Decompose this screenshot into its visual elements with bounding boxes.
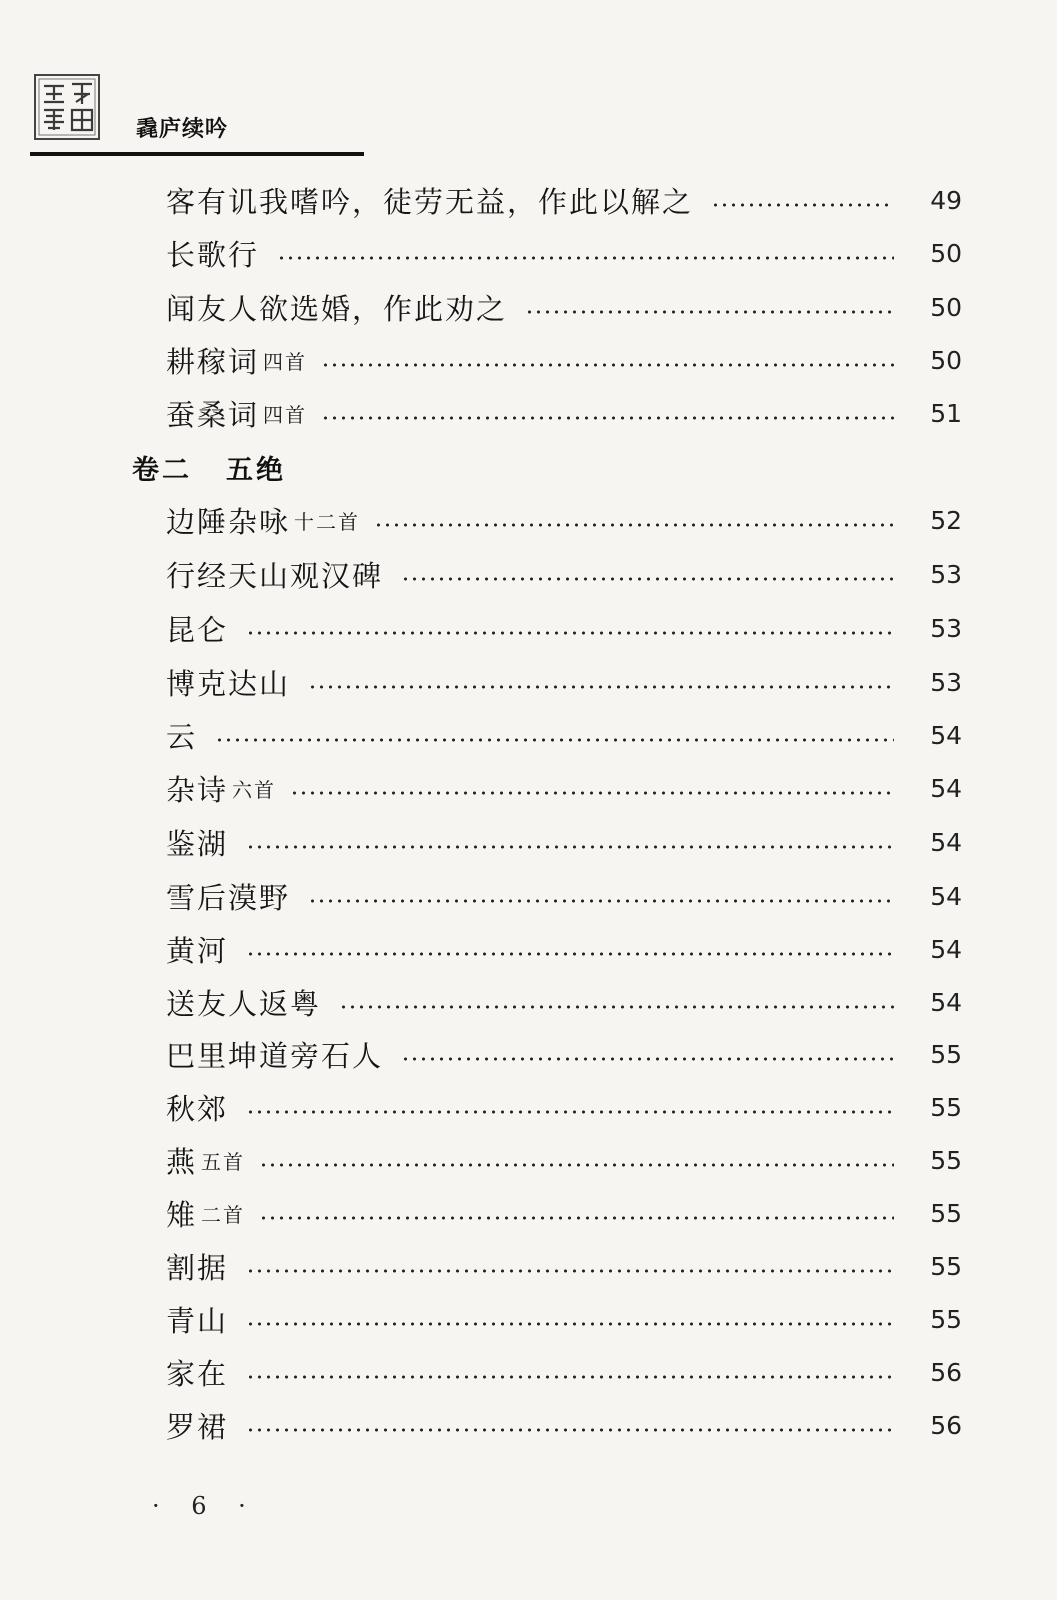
dot-leader	[246, 1269, 894, 1273]
dot-leader	[246, 845, 894, 849]
toc-entry[interactable]	[166, 1246, 962, 1286]
dot-leader	[308, 685, 894, 689]
toc-entry-page: 54	[930, 934, 962, 964]
toc-entry-title: 罗裙	[166, 1409, 229, 1444]
toc-entry-page: 55	[930, 1198, 962, 1228]
dot-leader	[401, 1057, 894, 1061]
toc-entry-title: 行经天山观汉碑	[166, 558, 384, 593]
dot-leader	[246, 952, 894, 956]
page-number: · 6 ·	[152, 1492, 258, 1520]
toc-entry[interactable]	[166, 554, 962, 594]
toc-entry-page: 55	[930, 1251, 962, 1281]
toc-entry-title: 杂诗	[166, 772, 229, 807]
toc-entry[interactable]	[166, 180, 962, 220]
toc-entry-page: 53	[930, 613, 962, 643]
toc-entry-note: 十二首	[294, 509, 361, 534]
dot-leader	[246, 631, 894, 635]
dot-leader	[401, 577, 894, 581]
toc-entry[interactable]	[166, 340, 962, 380]
dot-leader	[259, 1163, 894, 1167]
toc-entry[interactable]	[166, 876, 962, 916]
dot-leader	[246, 1375, 894, 1379]
toc-entry-page: 54	[930, 773, 962, 803]
toc-entry[interactable]	[166, 715, 962, 755]
toc-entry-page: 53	[930, 559, 962, 589]
section-name: 五绝	[226, 454, 286, 486]
toc-entry-page: 52	[930, 505, 962, 535]
toc-entry-title: 博克达山	[166, 666, 291, 701]
toc-entry-title: 秋郊	[166, 1091, 229, 1126]
dot-leader	[259, 1216, 894, 1220]
dot-leader	[321, 416, 894, 420]
toc-entry-page: 50	[930, 292, 962, 322]
toc-entry-title: 闻友人欲选婚，作此劝之	[166, 291, 508, 326]
toc-entry[interactable]	[166, 822, 962, 862]
toc-entry-page: 55	[930, 1304, 962, 1334]
toc-entry[interactable]	[166, 500, 962, 540]
toc-entry[interactable]	[166, 929, 962, 969]
toc-entry-title: 黄河	[166, 933, 229, 968]
toc-entry-title: 昆仑	[166, 612, 229, 647]
toc-entry-title: 雪后漠野	[166, 880, 291, 915]
dot-leader	[246, 1322, 894, 1326]
dot-leader	[711, 203, 894, 207]
section-volume: 卷二	[132, 454, 192, 486]
toc-entry-title: 长歌行	[166, 237, 260, 272]
toc-entry-title: 云	[166, 719, 198, 754]
toc-entry-title: 客有讥我嗜吟，徒劳无益，作此以解之	[166, 184, 694, 219]
toc-entry-page: 56	[930, 1357, 962, 1387]
toc-entry-page: 51	[930, 398, 962, 428]
toc-entry[interactable]	[166, 1193, 962, 1233]
dot-leader	[321, 363, 894, 367]
toc-entry-title: 雉	[166, 1197, 198, 1232]
toc-entry-title: 巴里坤道旁石人	[166, 1038, 384, 1073]
toc-entry-page: 50	[930, 345, 962, 375]
toc-entry-page: 49	[930, 185, 962, 215]
dot-leader	[215, 738, 894, 742]
toc-entry-page: 54	[930, 881, 962, 911]
toc-entry-title: 边陲杂咏	[166, 504, 291, 539]
toc-entry-note: 六首	[232, 777, 277, 802]
toc-entry[interactable]	[166, 287, 962, 327]
dot-leader	[246, 1428, 894, 1432]
toc-entry-page: 54	[930, 827, 962, 857]
toc-entry-page: 54	[930, 987, 962, 1017]
toc-entry-page: 55	[930, 1092, 962, 1122]
toc-entry[interactable]	[166, 1405, 962, 1445]
toc-entry-page: 55	[930, 1145, 962, 1175]
dot-leader	[290, 791, 894, 795]
book-title: 毳庐续吟	[136, 117, 229, 142]
seal-stamp-logo	[32, 72, 102, 142]
toc-entry-page: 55	[930, 1039, 962, 1069]
toc-entry-title: 鉴湖	[166, 826, 229, 861]
section-heading	[132, 447, 286, 487]
toc-entry[interactable]	[166, 233, 962, 273]
toc-entry-title: 燕	[166, 1144, 198, 1179]
toc-entry-title: 割据	[166, 1250, 229, 1285]
toc-entry[interactable]	[166, 393, 962, 433]
toc-entry[interactable]	[166, 1140, 962, 1180]
toc-entry[interactable]	[166, 1034, 962, 1074]
seal-stamp-icon	[32, 72, 102, 142]
toc-entry-note: 二首	[201, 1202, 246, 1227]
dot-leader	[308, 899, 894, 903]
dot-leader	[374, 523, 894, 527]
toc-entry-page: 54	[930, 720, 962, 750]
toc-entry-page: 50	[930, 238, 962, 268]
toc-entry-title: 蚕桑词	[166, 397, 260, 432]
toc-entry-title: 青山	[166, 1303, 229, 1338]
toc-entry-note: 四首	[263, 349, 308, 374]
toc-entry-note: 五首	[201, 1149, 246, 1174]
dot-leader	[246, 1110, 894, 1114]
toc-entry-page: 56	[930, 1410, 962, 1440]
toc-entry[interactable]	[166, 1087, 962, 1127]
toc-entry[interactable]	[166, 1299, 962, 1339]
toc-entry[interactable]	[166, 608, 962, 648]
running-header	[28, 72, 368, 160]
toc-entry[interactable]	[166, 662, 962, 702]
header-rule	[30, 152, 364, 156]
toc-entry-title: 耕稼词	[166, 344, 260, 379]
toc-entry-note: 四首	[263, 402, 308, 427]
toc-entry[interactable]	[166, 1352, 962, 1392]
toc-entry-title: 家在	[166, 1356, 229, 1391]
toc-entry[interactable]	[166, 982, 962, 1022]
dot-leader	[339, 1005, 894, 1009]
dot-leader	[525, 310, 894, 314]
toc-entry-title: 送友人返粤	[166, 986, 322, 1021]
toc-entry[interactable]	[166, 768, 962, 808]
dot-leader	[277, 256, 894, 260]
toc-entry-page: 53	[930, 667, 962, 697]
